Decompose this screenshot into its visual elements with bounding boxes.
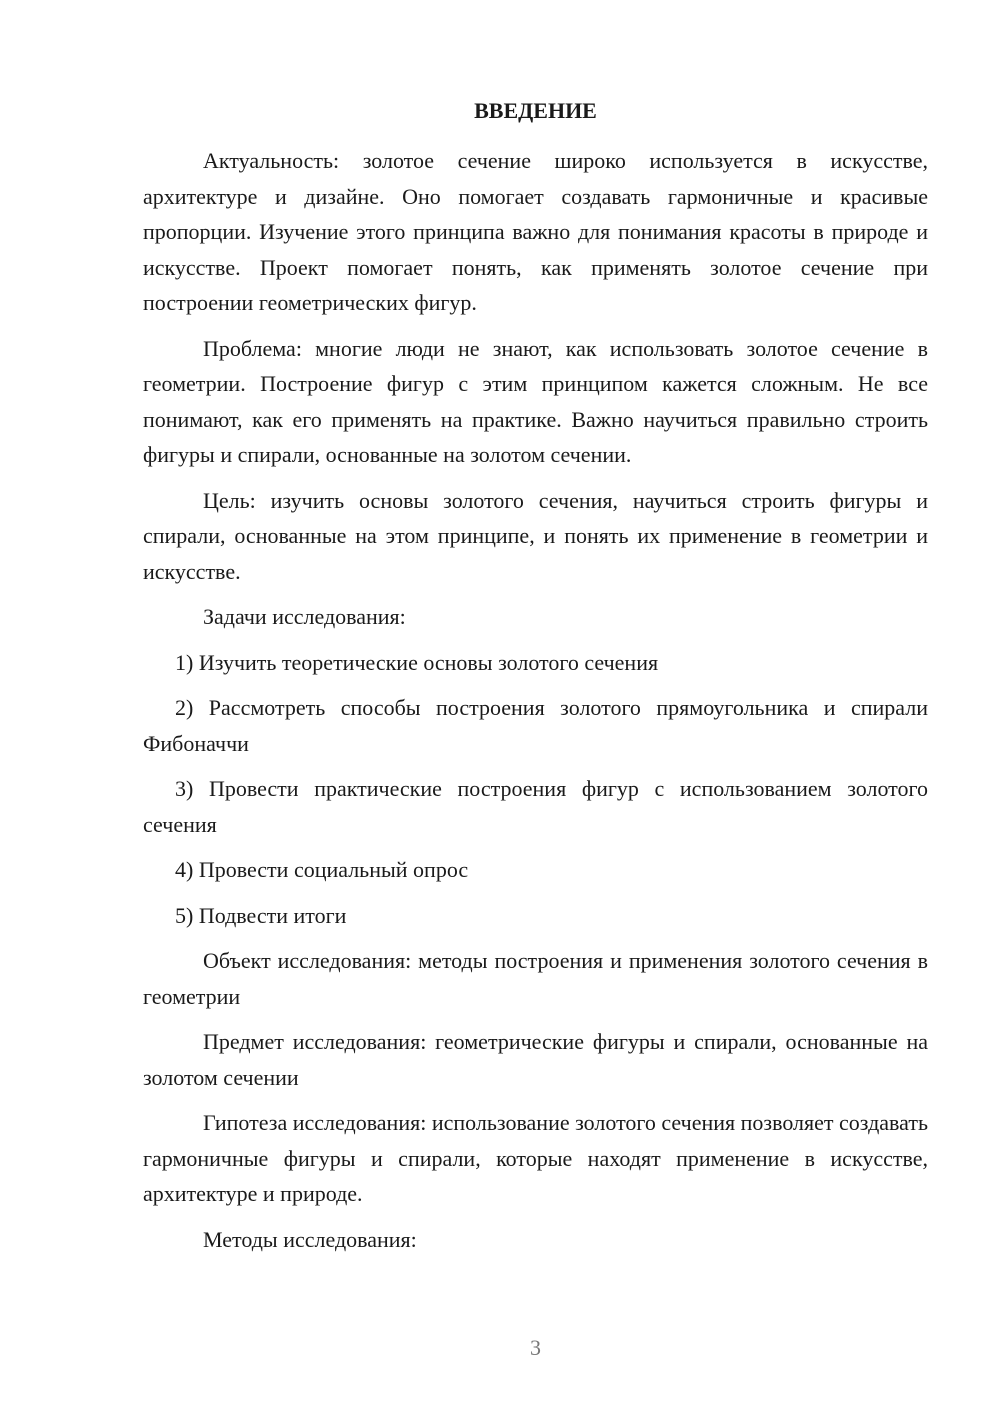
- page-number: 3: [530, 1335, 541, 1360]
- section-heading: ВВЕДЕНИЕ: [474, 98, 597, 123]
- subject-paragraph: Предмет исследования: геометрические фигуры и спирали, основанные на золотом сечении: [143, 1029, 928, 1090]
- task-item: 3) Провести практические построения фигур с использованием золотого сечения: [143, 776, 928, 837]
- document-body: [143, 143, 928, 1267]
- document-page: [143, 0, 928, 1414]
- tasks-heading: Задачи исследования:: [203, 604, 406, 629]
- task-item: 5) Подвести итоги: [175, 902, 347, 928]
- relevance-paragraph: Актуальность: золотое сечение широко используется в искусстве, архитектуре и дизайне. Оно помогает создавать гармоничные и красивые пропорции. Изучение этого принципа важно для понимания красоты в природе и искусстве. Проект помогает понять, как применять золотое сечение при построении геометрических фигур.: [143, 148, 928, 315]
- methods-heading: Методы исследования:: [203, 1226, 417, 1252]
- goal-paragraph: Цель: изучить основы золотого сечения, научиться строить фигуры и спирали, основанные на этом принципе, и понять их применение в геометрии и искусстве.: [143, 487, 928, 584]
- object-paragraph: Объект исследования: методы построения и применения золотого сечения в геометрии: [143, 948, 928, 1009]
- problem-paragraph: Проблема: многие люди не знают, как использовать золотое сечение в геометрии. Построение фигур с этим принципом кажется сложным. Не все понимают, как его применять на практике. Важно научиться правильно строить фигуры и спирали, основанные на золотом сечении.: [143, 335, 928, 467]
- hypothesis-paragraph: Гипотеза исследования: использование золотого сечения позволяет создавать гармоничные фигуры и спирали, которые находят применение в искусстве, архитектуре и природе.: [143, 1110, 928, 1206]
- task-item: 2) Рассмотреть способы построения золотого прямоугольника и спирали Фибоначчи: [143, 695, 928, 756]
- task-item: 4) Провести социальный опрос: [175, 857, 469, 882]
- task-item: 1) Изучить теоретические основы золотого сечения: [175, 649, 659, 675]
